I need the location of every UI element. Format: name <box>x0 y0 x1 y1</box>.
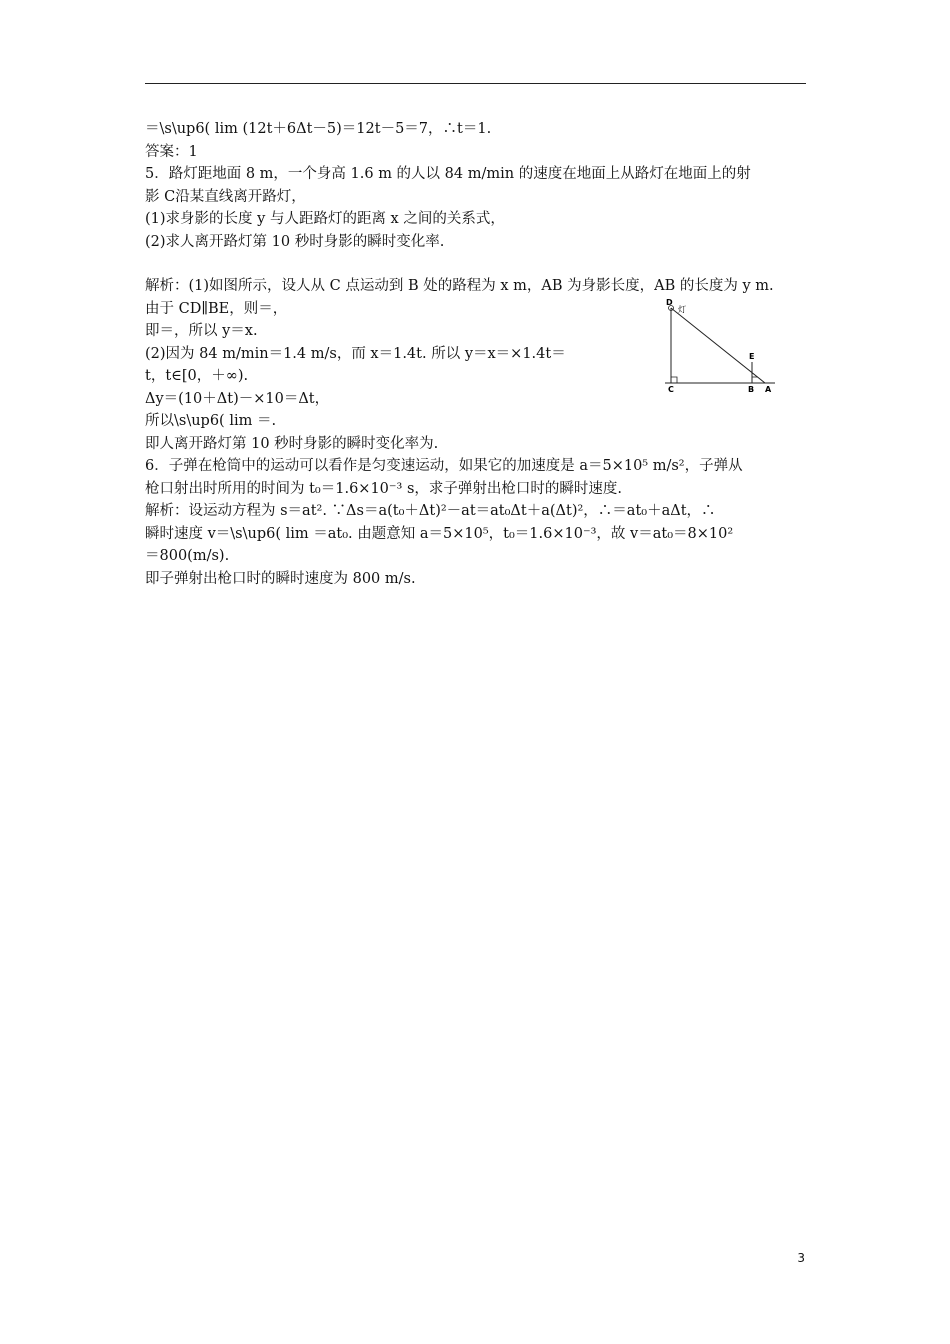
solution-6-line: 即子弹射出枪口时的瞬时速度为 800 m/s. <box>145 570 416 587</box>
problem-5-line: 5．路灯距地面 8 m，一个身高 1.6 m 的人以 84 m/min 的速度在地面上从路灯在地面上的射 <box>145 166 751 182</box>
label-lamp: 灯 <box>678 304 686 314</box>
label-d: D <box>666 297 673 307</box>
solution-6-line: 解析：设运动方程为 s＝at². ∵Δs＝a(t₀＋Δt)²－at＝at₀Δt＋a(Δt)²，∴＝at₀＋aΔt，∴ <box>145 503 716 519</box>
label-b: B <box>748 384 755 393</box>
document-body <box>145 118 807 590</box>
label-a: A <box>765 384 772 393</box>
solution-5-line: t，t∈[0，＋∞). <box>145 368 249 384</box>
problem-5-line: 影 C沿某直线离开路灯， <box>145 188 306 205</box>
label-e: E <box>749 351 755 361</box>
solution-5-line: 所以\s\up6( lim ＝. <box>145 413 277 429</box>
solution-5-line: (2)因为 84 m/min＝1.4 m/s，而 x＝1.4t. 所以 y＝x＝×1.4t＝ <box>145 345 566 362</box>
label-c: C <box>668 384 674 393</box>
problem-5-part-2: (2)求人离开路灯第 10 秒时身影的瞬时变化率. <box>145 233 445 250</box>
header-rule <box>145 83 806 84</box>
solution-5-line: 即＝，所以 y＝x. <box>145 323 258 339</box>
problem-5-part-1: (1)求身影的长度 y 与人距路灯的距离 x 之间的关系式， <box>145 211 505 227</box>
page-number: 3 <box>797 1251 805 1265</box>
lamp-shadow-figure <box>659 298 779 393</box>
problem-6-line: 枪口射出时所用的时间为 t₀＝1.6×10⁻³ s，求子弹射出枪口时的瞬时速度. <box>145 480 623 497</box>
solution-5-line: 即人离开路灯第 10 秒时身影的瞬时变化率为. <box>145 435 439 452</box>
text-line: ＝\s\up6( lim (12t＋6Δt－5)＝12t－5＝7，∴t＝1. <box>145 121 492 137</box>
answer-line: 答案：1 <box>145 143 198 160</box>
solution-5-line: Δy＝(10＋Δt)－×10＝Δt， <box>145 390 330 407</box>
solution-5-line: 解析：(1)如图所示，设人从 C 点运动到 B 处的路程为 x m，AB 为身影长度，AB 的长度为 y m. <box>145 278 774 294</box>
solution-5-line: 由于 CD∥BE，则＝， <box>145 300 288 317</box>
solution-6-line: ＝800(m/s). <box>145 548 230 564</box>
solution-6-line: 瞬时速度 v＝\s\up6( lim ＝at₀. 由题意知 a＝5×10⁵，t₀＝1.6×10⁻³，故 v＝at₀＝8×10² <box>145 525 734 542</box>
problem-6-line: 6．子弹在枪筒中的运动可以看作是匀变速运动，如果它的加速度是 a＝5×10⁵ m/s²，子弹从 <box>145 458 743 474</box>
